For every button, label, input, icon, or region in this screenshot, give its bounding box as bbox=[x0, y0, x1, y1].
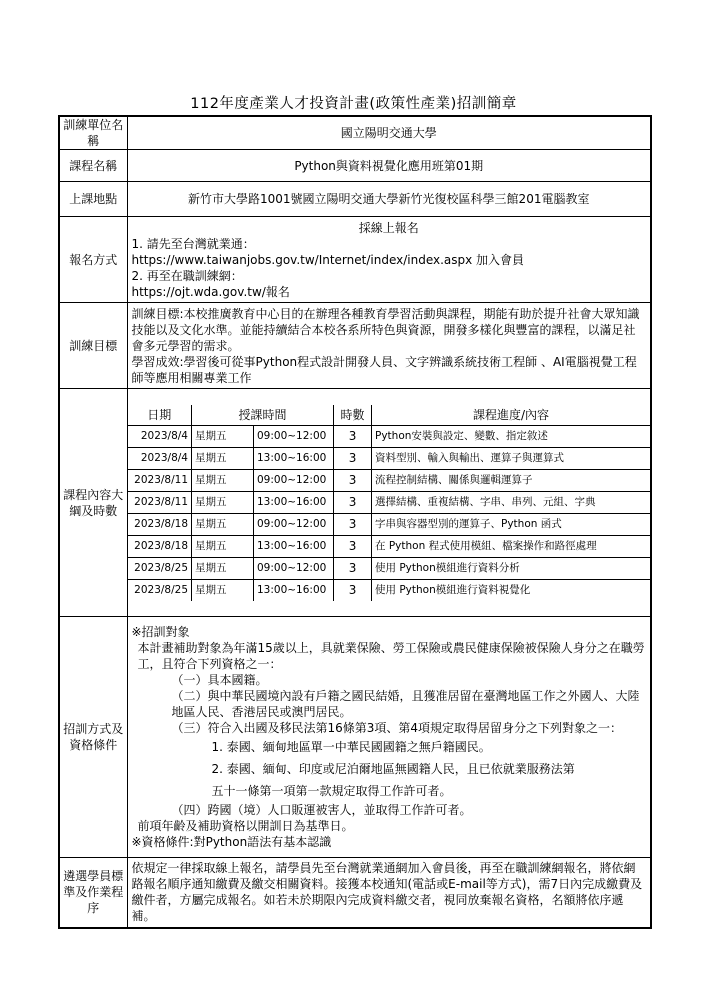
selection-text: 依規定一律採取線上報名，請學員先至台灣就業通網加入會員後，再至在職訓練網報名，將依網路報名順序通知繳費及繳交相關資料。接獲本校通知(電話或E-mail等方式)，需7日內完成繳費及繳件者，方屬完成報名。如若未於期限內完成資料繳交者，視同放棄報名資格，名額將依序遞補。 bbox=[127, 858, 651, 928]
row-outline bbox=[59, 389, 651, 617]
row-eligibility bbox=[59, 617, 651, 858]
schedule-content: 使用 Python模組進行資料視覺化 bbox=[372, 579, 650, 601]
schedule-time: 13:00~16:00 bbox=[254, 447, 334, 469]
row-location bbox=[59, 182, 651, 217]
schedule-date: 2023/8/4 bbox=[128, 425, 192, 447]
course-value: Python與資料視覺化應用班第01期 bbox=[127, 150, 651, 182]
schedule-row bbox=[128, 579, 651, 601]
schedule-date: 2023/8/25 bbox=[128, 579, 192, 601]
eligibility-subitem-1: 1. 泰國、緬甸地區單一中華民國國籍之無戶籍國民。 bbox=[211, 740, 491, 754]
schedule-hours: 3 bbox=[334, 557, 372, 579]
row-org bbox=[59, 116, 651, 150]
schedule-time: 13:00~16:00 bbox=[254, 579, 334, 601]
location-label: 上課地點 bbox=[59, 182, 127, 217]
schedule-hours: 3 bbox=[334, 425, 372, 447]
schedule-weekday: 星期五 bbox=[192, 557, 254, 579]
schedule-date: 2023/8/11 bbox=[128, 491, 192, 513]
schedule-weekday: 星期五 bbox=[192, 579, 254, 601]
selection-label: 遴選學員標準及作業程序 bbox=[59, 858, 127, 928]
header-hours: 時數 bbox=[334, 405, 372, 426]
location-value: 新竹市大學路1001號國立陽明交通大學新竹光復校區科學三館201電腦教室 bbox=[127, 182, 651, 217]
schedule-row bbox=[128, 447, 651, 469]
schedule-date: 2023/8/18 bbox=[128, 513, 192, 535]
row-goal bbox=[59, 303, 651, 389]
goal-label: 訓練目標 bbox=[59, 303, 127, 389]
eligibility-basis-date: 前項年齡及補助資格以開訓日為基準日。 bbox=[137, 819, 354, 833]
schedule-date: 2023/8/18 bbox=[128, 535, 192, 557]
schedule-row bbox=[128, 513, 651, 535]
schedule-time: 09:00~12:00 bbox=[254, 557, 334, 579]
eligibility-requirement: ※資格條件:對Python語法有基本認識 bbox=[131, 835, 332, 849]
schedule-header-row bbox=[128, 405, 651, 426]
schedule-content: 資料型別、輸入與輸出、運算子與運算式 bbox=[372, 447, 650, 469]
signup-step2: 2. 再至在職訓練網： bbox=[131, 268, 243, 283]
header-date: 日期 bbox=[128, 405, 192, 426]
outcome-text: 學習成效:學習後可從事Python程式設計開發人員、文字辨識系統技術工程師 、AI電腦視覺工程師等應用相關專業工作 bbox=[131, 354, 637, 385]
schedule-hours: 3 bbox=[334, 447, 372, 469]
schedule-content: 字串與容器型別的運算子、Python 函式 bbox=[372, 513, 650, 535]
course-info-table bbox=[58, 115, 652, 929]
schedule-weekday: 星期五 bbox=[192, 447, 254, 469]
eligibility-item-1: （一）具本國籍。 bbox=[171, 673, 268, 687]
signup-cell bbox=[127, 217, 651, 303]
schedule-hours: 3 bbox=[334, 491, 372, 513]
schedule-hours: 3 bbox=[334, 579, 372, 601]
schedule-date: 2023/8/25 bbox=[128, 557, 192, 579]
schedule-content: 使用 Python模組進行資料分析 bbox=[372, 557, 650, 579]
schedule-time: 13:00~16:00 bbox=[254, 491, 334, 513]
outline-label: 課程內容大綱及時數 bbox=[59, 389, 127, 617]
schedule-content: 在 Python 程式使用模組、檔案操作和路徑處理 bbox=[372, 535, 650, 557]
eligibility-subitem-2-cont: 五十一條第一項第一款規定取得工作許可者。 bbox=[211, 784, 452, 798]
schedule-hours: 3 bbox=[334, 469, 372, 491]
schedule-date: 2023/8/4 bbox=[128, 447, 192, 469]
schedule-hours: 3 bbox=[334, 535, 372, 557]
signup-heading: 採線上報名 bbox=[358, 220, 419, 235]
schedule-content: 流程控制結構、關係與邏輯運算子 bbox=[372, 469, 650, 491]
signup-step1: 1. 請先至台灣就業通： bbox=[131, 236, 255, 251]
eligibility-item-3: （三）符合入出國及移民法第16條第3項、第4項規定取得居留身分之下列對象之一： bbox=[171, 721, 623, 735]
schedule-row bbox=[128, 535, 651, 557]
schedule-hours: 3 bbox=[334, 513, 372, 535]
schedule-weekday: 星期五 bbox=[192, 513, 254, 535]
schedule-table bbox=[128, 405, 651, 601]
taiwanjobs-link[interactable]: https://www.taiwanjobs.gov.tw/Internet/index/index.aspx 加入會員 bbox=[131, 252, 525, 267]
header-content: 課程進度/內容 bbox=[372, 405, 650, 426]
schedule-time: 09:00~12:00 bbox=[254, 425, 334, 447]
eligibility-item-2: （二）與中華民國境內設有戶籍之國民結婚，且獲准居留在臺灣地區工作之外國人、大陸地區人民、香港居民或澳門居民。 bbox=[171, 689, 640, 719]
schedule-row bbox=[128, 425, 651, 447]
schedule-weekday: 星期五 bbox=[192, 491, 254, 513]
schedule-content: 選擇結構、重複結構、字串、串列、元組、字典 bbox=[372, 491, 650, 513]
schedule-time: 09:00~12:00 bbox=[254, 513, 334, 535]
schedule-row bbox=[128, 469, 651, 491]
ojt-link[interactable]: https://ojt.wda.gov.tw/報名 bbox=[131, 284, 290, 299]
schedule-weekday: 星期五 bbox=[192, 469, 254, 491]
org-label: 訓練單位名稱 bbox=[59, 116, 127, 150]
row-course bbox=[59, 150, 651, 182]
eligibility-cell bbox=[127, 617, 651, 858]
schedule-weekday: 星期五 bbox=[192, 535, 254, 557]
header-time: 授課時間 bbox=[192, 405, 334, 426]
eligibility-subitem-2: 2. 泰國、緬甸、印度或尼泊爾地區無國籍人民，且已依就業服務法第 bbox=[211, 762, 575, 776]
schedule-time: 13:00~16:00 bbox=[254, 535, 334, 557]
eligibility-item-4: （四）跨國（境）人口販運被害人，並取得工作許可者。 bbox=[171, 803, 472, 817]
outline-cell bbox=[127, 389, 651, 617]
row-selection bbox=[59, 858, 651, 928]
schedule-date: 2023/8/11 bbox=[128, 469, 192, 491]
document-title: 112年度產業人才投資計畫(政策性產業)招訓簡章 bbox=[190, 96, 517, 112]
schedule-row bbox=[128, 491, 651, 513]
org-value: 國立陽明交通大學 bbox=[127, 116, 651, 150]
goal-text: 訓練目標:本校推廣教育中心目的在辦理各種教育學習活動與課程，期能有助於提升社會大眾知識技能以及文化水準。並能持續結合本校各系所特色與資源，開發多樣化與豐富的課程，以滿足社會多元學習的需求。 bbox=[131, 306, 640, 353]
signup-label: 報名方式 bbox=[59, 217, 127, 303]
eligibility-label: 招訓方式及資格條件 bbox=[59, 617, 127, 858]
row-signup bbox=[59, 217, 651, 303]
schedule-content: Python安裝與設定、變數、指定敘述 bbox=[372, 425, 650, 447]
eligibility-intro: 本計畫補助對象為年滿15歲以上，具就業保險、勞工保險或農民健康保險被保險人身分之在職勞工，且符合下列資格之一： bbox=[137, 641, 645, 671]
course-label: 課程名稱 bbox=[59, 150, 127, 182]
schedule-time: 09:00~12:00 bbox=[254, 469, 334, 491]
eligibility-target-heading: ※招訓對象 bbox=[131, 625, 190, 639]
schedule-row bbox=[128, 557, 651, 579]
goal-cell bbox=[127, 303, 651, 389]
schedule-weekday: 星期五 bbox=[192, 425, 254, 447]
